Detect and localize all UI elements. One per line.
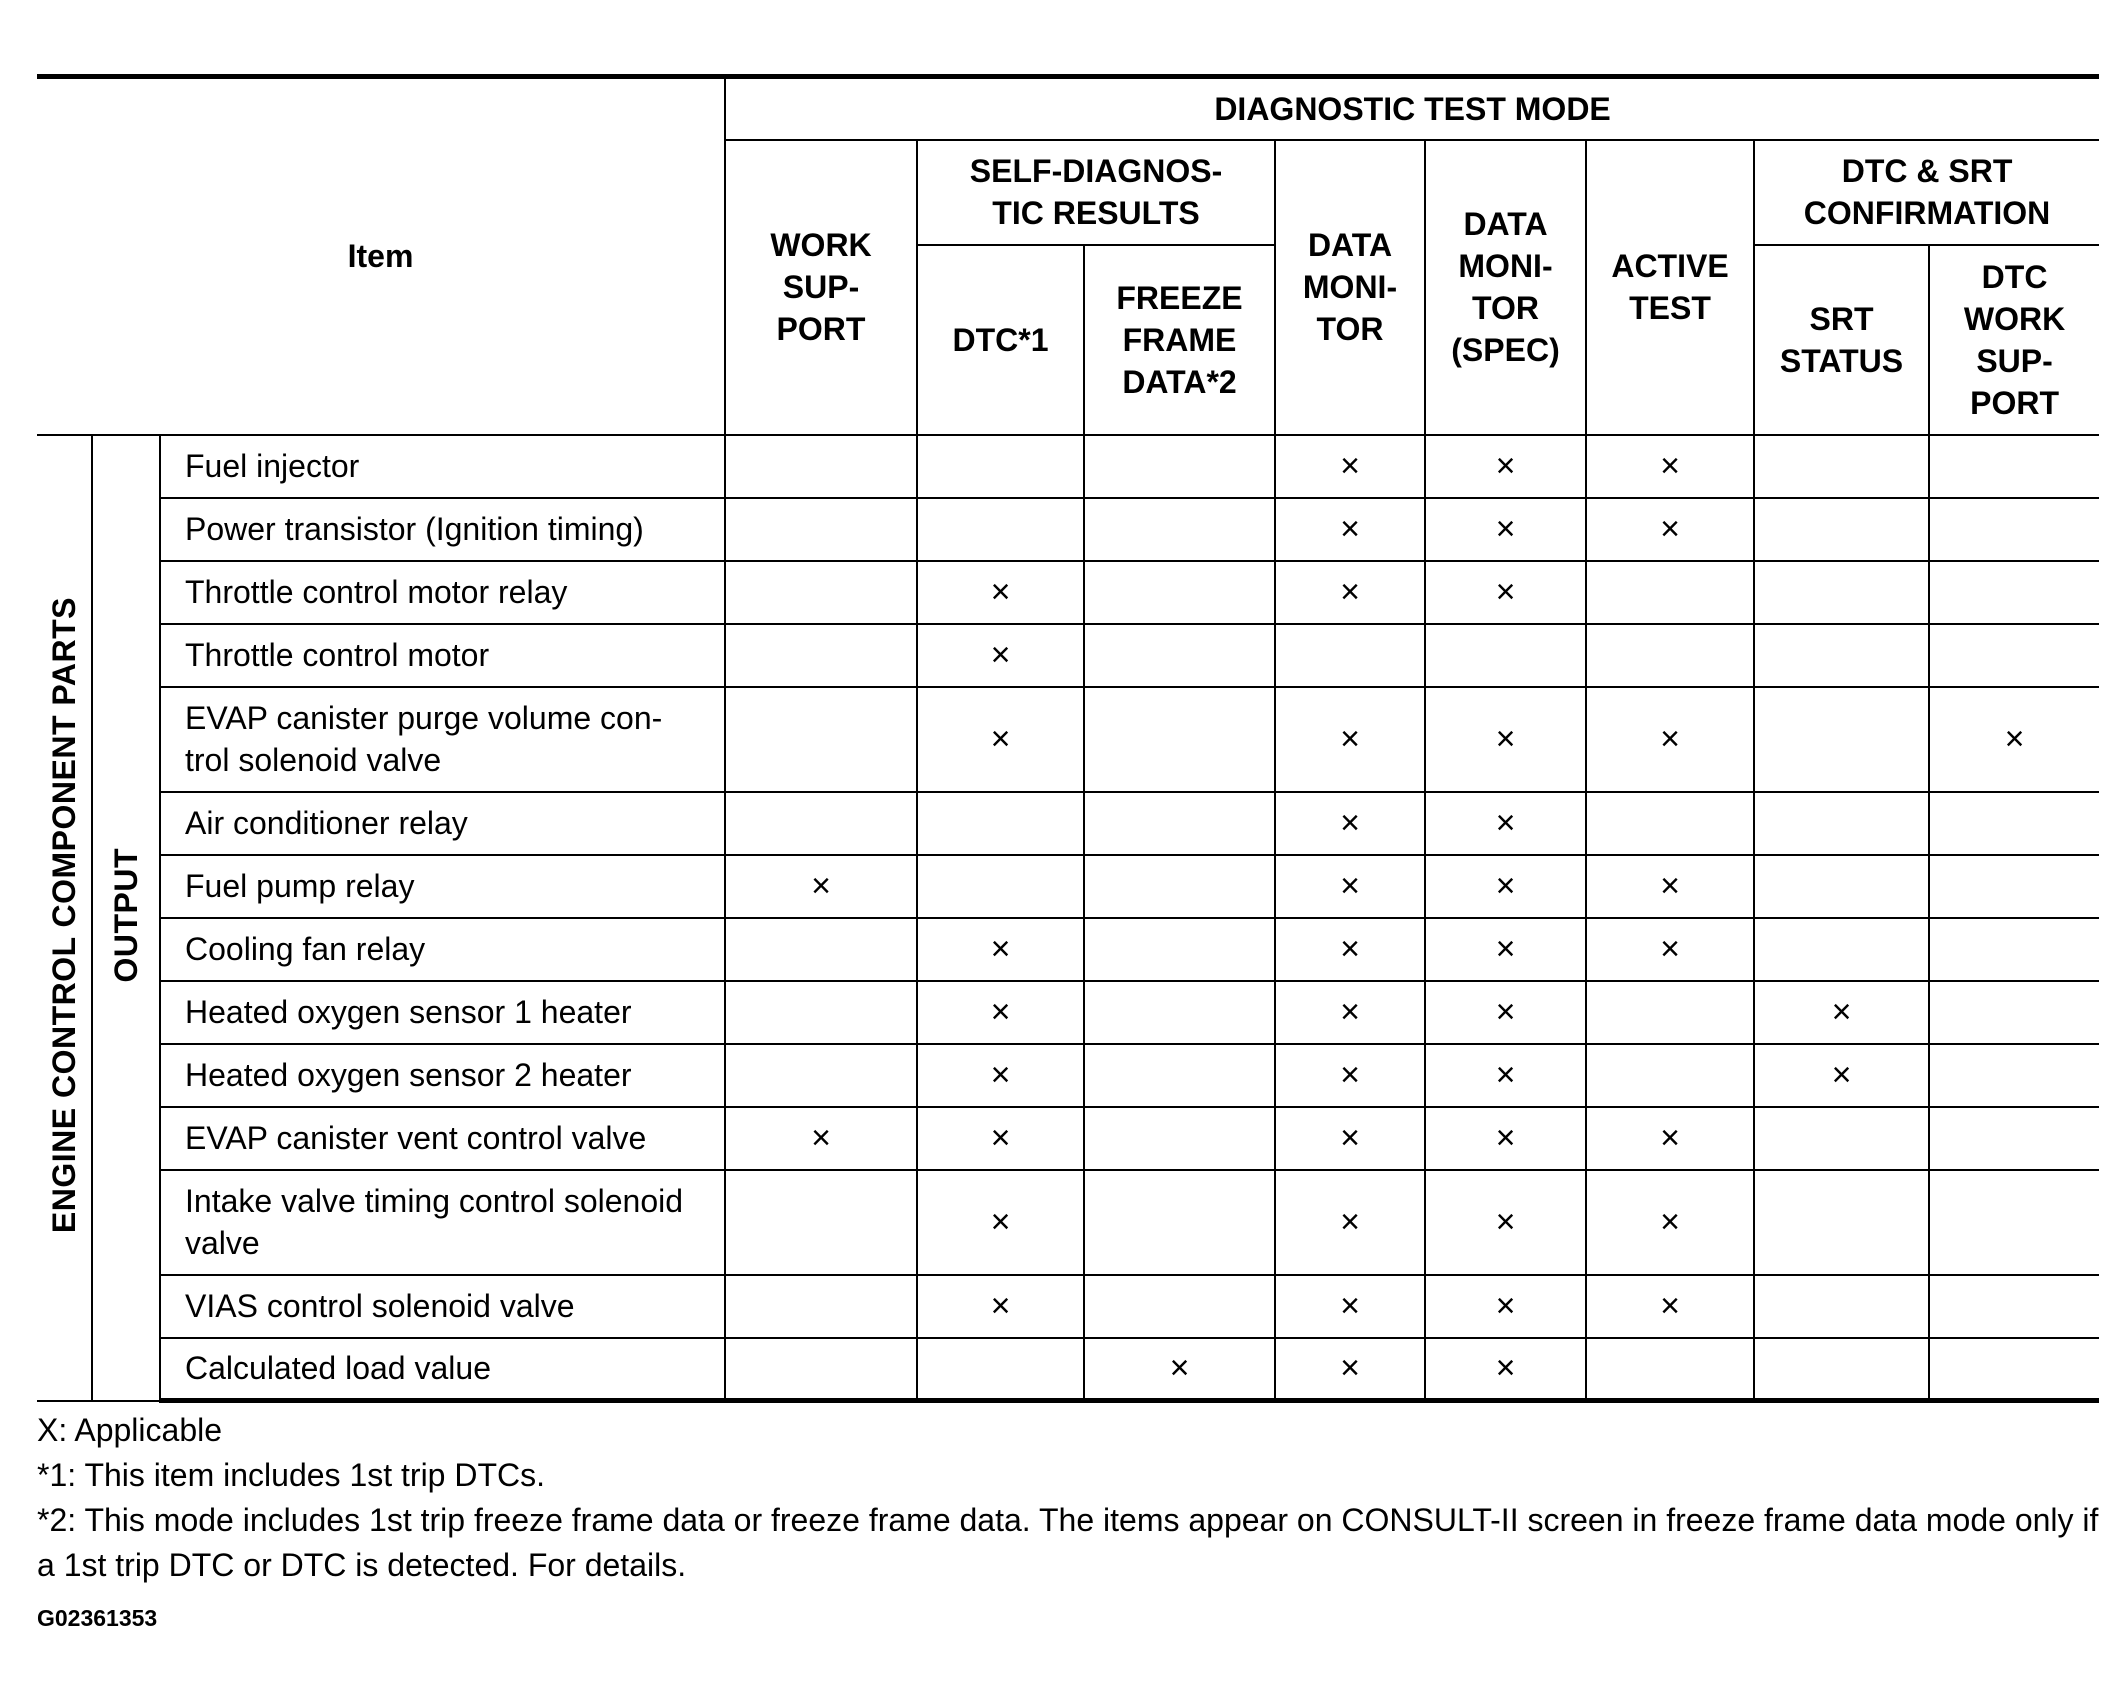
table-row <box>37 981 2099 1044</box>
mark-cell <box>1425 561 1586 624</box>
mark-cell <box>1754 918 1929 981</box>
mark-cell <box>1586 1338 1754 1401</box>
item-name-cell <box>160 687 725 792</box>
applicable-mark: × <box>2004 719 2025 758</box>
applicable-mark: × <box>990 635 1011 674</box>
applicable-mark: × <box>1495 866 1516 905</box>
mark-cell <box>917 1107 1084 1170</box>
mark-cell <box>1084 561 1275 624</box>
mark-cell <box>1275 855 1425 918</box>
table-row <box>37 687 2099 792</box>
mark-cell <box>725 981 917 1044</box>
item-name-cell <box>160 855 725 918</box>
header-line: (SPEC) <box>1451 332 1560 368</box>
header-line: TOR <box>1316 311 1384 347</box>
item-name-cell <box>160 918 725 981</box>
note-applicable: X: Applicable <box>37 1412 223 1448</box>
applicable-mark: × <box>1340 866 1360 905</box>
mark-cell <box>917 1044 1084 1107</box>
mark-cell <box>917 1170 1084 1275</box>
header-line: PORT <box>776 311 866 347</box>
mark-cell <box>725 855 917 918</box>
mark-cell <box>1929 918 2099 981</box>
applicable-mark: × <box>1340 572 1360 611</box>
item-name-cell <box>160 981 725 1044</box>
mark-cell <box>1754 1044 1929 1107</box>
header-line: SUP- <box>1976 342 2053 379</box>
applicable-mark: × <box>1169 1348 1190 1387</box>
applicable-mark: × <box>1340 509 1360 548</box>
applicable-mark: × <box>1660 1118 1680 1157</box>
subgroup-label: OUTPUT <box>107 847 144 983</box>
mark-cell <box>725 918 917 981</box>
table-row <box>37 498 2099 561</box>
mark-cell <box>725 561 917 624</box>
mark-cell <box>1754 855 1929 918</box>
mark-cell <box>1586 981 1754 1044</box>
item-name: trol solenoid valve <box>185 742 442 778</box>
header-line: MONI- <box>1458 248 1553 284</box>
header-diagnostic-test-mode: DIAGNOSTIC TEST MODE <box>725 77 2099 140</box>
mark-cell <box>917 498 1084 561</box>
mark-cell <box>725 1107 917 1170</box>
mark-cell <box>1754 1170 1929 1275</box>
mark-cell <box>1425 1275 1586 1338</box>
applicable-mark: × <box>990 1286 1011 1325</box>
mark-cell <box>1275 1275 1425 1338</box>
table-row <box>37 561 2099 624</box>
mark-cell <box>1084 981 1275 1044</box>
header-item: Item <box>37 77 725 435</box>
mark-cell <box>725 1044 917 1107</box>
mark-cell <box>1754 561 1929 624</box>
applicable-mark: × <box>1660 446 1680 485</box>
item-name: Throttle control motor <box>185 637 490 673</box>
applicable-mark: × <box>1660 719 1680 758</box>
header-line: TIC RESULTS <box>992 195 1200 231</box>
applicable-mark: × <box>1660 1286 1680 1325</box>
item-name: Cooling fan relay <box>185 931 426 967</box>
note-2: *2: This mode includes 1st trip freeze frame data or freeze frame data. The items appear on CONSULT-II screen in freeze frame data mode only if a 1st trip DTC or DTC is detected. For details. <box>37 1502 2099 1583</box>
mark-cell <box>1275 918 1425 981</box>
applicable-mark: × <box>990 929 1011 968</box>
applicable-mark: × <box>1495 992 1516 1031</box>
applicable-mark: × <box>1340 1055 1360 1094</box>
mark-cell <box>725 435 917 498</box>
applicable-mark: × <box>1831 1055 1852 1094</box>
mark-cell <box>917 1338 1084 1401</box>
mark-cell <box>1425 792 1586 855</box>
mark-cell <box>1929 1044 2099 1107</box>
mark-cell <box>917 435 1084 498</box>
header-line: ACTIVE <box>1611 248 1729 284</box>
item-name-cell <box>160 435 725 498</box>
applicable-mark: × <box>1495 509 1516 548</box>
item-name: Power transistor (Ignition timing) <box>185 511 644 547</box>
mark-cell <box>1929 981 2099 1044</box>
applicable-mark: × <box>1495 446 1516 485</box>
mark-cell <box>1929 1275 2099 1338</box>
mark-cell <box>917 687 1084 792</box>
header-line: WORK <box>1963 300 2066 337</box>
item-name-cell <box>160 561 725 624</box>
table-row <box>37 1338 2099 1401</box>
applicable-mark: × <box>1495 719 1516 758</box>
item-name: VIAS control solenoid valve <box>185 1288 575 1324</box>
applicable-mark: × <box>990 719 1011 758</box>
header-active-test <box>1586 140 1754 435</box>
applicable-mark: × <box>990 1118 1011 1157</box>
header-freeze-frame-data <box>1084 245 1275 435</box>
applicable-mark: × <box>990 572 1011 611</box>
mark-cell <box>1084 1275 1275 1338</box>
mark-cell <box>1425 498 1586 561</box>
mark-cell <box>917 624 1084 687</box>
mark-cell <box>1586 1170 1754 1275</box>
mark-cell <box>1084 1107 1275 1170</box>
mark-cell <box>1754 792 1929 855</box>
item-name: Throttle control motor relay <box>185 574 568 610</box>
item-name: EVAP canister vent control valve <box>185 1120 647 1156</box>
header-line: PORT <box>1970 384 2059 421</box>
applicable-mark: × <box>1660 1202 1680 1241</box>
mark-cell <box>1275 792 1425 855</box>
mark-cell <box>1275 1107 1425 1170</box>
mark-cell <box>1754 1107 1929 1170</box>
mark-cell <box>1586 792 1754 855</box>
mark-cell <box>1754 1338 1929 1401</box>
mark-cell <box>1425 1338 1586 1401</box>
table-row <box>37 435 2099 498</box>
applicable-mark: × <box>1660 929 1680 968</box>
header-line: DTC <box>1981 258 2048 295</box>
header-line: DATA <box>1463 206 1548 242</box>
mark-cell <box>1275 624 1425 687</box>
mark-cell <box>1275 1170 1425 1275</box>
mark-cell <box>725 624 917 687</box>
mark-cell <box>1084 687 1275 792</box>
mark-cell <box>1754 624 1929 687</box>
item-name: Fuel pump relay <box>185 868 415 904</box>
mark-cell <box>1425 1107 1586 1170</box>
mark-cell <box>1425 1170 1586 1275</box>
mark-cell <box>1425 981 1586 1044</box>
table-body <box>37 435 2099 1401</box>
item-name: Fuel injector <box>185 448 360 484</box>
applicable-mark: × <box>811 866 831 905</box>
applicable-mark: × <box>1340 803 1360 842</box>
item-name: Calculated load value <box>185 1350 491 1387</box>
item-name: Air conditioner relay <box>185 805 468 841</box>
diagnostic-test-mode-table-container <box>37 74 2099 1403</box>
applicable-mark: × <box>990 1202 1011 1241</box>
header-line: SUP- <box>782 269 860 305</box>
header-line: FRAME <box>1122 321 1237 358</box>
applicable-mark: × <box>1495 803 1516 842</box>
table-row <box>37 918 2099 981</box>
header-line: DTC & SRT <box>1841 153 2013 189</box>
applicable-mark: × <box>1340 446 1360 485</box>
mark-cell <box>1275 435 1425 498</box>
header-line: TOR <box>1472 290 1539 326</box>
applicable-mark: × <box>1495 1202 1516 1241</box>
note-1: *1: This item includes 1st trip DTCs. <box>37 1457 546 1493</box>
item-name: valve <box>185 1225 260 1261</box>
mark-cell <box>1586 1107 1754 1170</box>
mark-cell <box>1754 498 1929 561</box>
mark-cell <box>1929 435 2099 498</box>
header-data-monitor <box>1275 140 1425 435</box>
item-name-cell <box>160 1107 725 1170</box>
table-row <box>37 1170 2099 1275</box>
mark-cell <box>1586 687 1754 792</box>
mark-cell <box>1275 498 1425 561</box>
mark-cell <box>725 792 917 855</box>
mark-cell <box>1084 792 1275 855</box>
mark-cell <box>1084 1338 1275 1401</box>
mark-cell <box>1425 855 1586 918</box>
applicable-mark: × <box>1340 929 1360 968</box>
item-name: Intake valve timing control solenoid <box>185 1183 684 1219</box>
applicable-mark: × <box>1340 1348 1360 1387</box>
item-name: Heated oxygen sensor 2 heater <box>185 1057 632 1093</box>
mark-cell <box>725 1170 917 1275</box>
header-line: MONI- <box>1302 269 1398 305</box>
subgroup-cell <box>92 435 160 1401</box>
mark-cell <box>1275 1338 1425 1401</box>
mark-cell <box>1084 1170 1275 1275</box>
diagnostic-test-mode-table <box>37 74 2099 1403</box>
applicable-mark: × <box>1495 1055 1516 1094</box>
applicable-mark: × <box>1495 929 1516 968</box>
table-row <box>37 624 2099 687</box>
mark-cell <box>1275 561 1425 624</box>
item-name-cell <box>160 792 725 855</box>
header-line: DATA*2 <box>1122 363 1237 400</box>
mark-cell <box>1754 1275 1929 1338</box>
header-line: FREEZE <box>1116 279 1243 316</box>
applicable-mark: × <box>1340 992 1360 1031</box>
item-name-cell <box>160 1338 725 1401</box>
mark-cell <box>725 1338 917 1401</box>
mark-cell <box>1929 1107 2099 1170</box>
header-line: WORK <box>770 227 872 263</box>
item-name: Heated oxygen sensor 1 heater <box>185 994 632 1030</box>
mark-cell <box>1084 435 1275 498</box>
group-cell <box>37 435 92 1401</box>
mark-cell <box>1586 855 1754 918</box>
group-label: ENGINE CONTROL COMPONENT PARTS <box>45 596 82 1234</box>
mark-cell <box>1425 624 1586 687</box>
applicable-mark: × <box>1495 572 1516 611</box>
mark-cell <box>1084 498 1275 561</box>
mark-cell <box>1929 1170 2099 1275</box>
figure-id: G02361353 <box>37 1605 158 1631</box>
applicable-mark: × <box>1495 1286 1516 1325</box>
mark-cell <box>917 981 1084 1044</box>
applicable-mark: × <box>1831 992 1852 1031</box>
header-line: CONFIRMATION <box>1803 195 2051 231</box>
mark-cell <box>1586 498 1754 561</box>
item-name-cell <box>160 1170 725 1275</box>
table-row <box>37 792 2099 855</box>
applicable-mark: × <box>811 1118 831 1157</box>
applicable-mark: × <box>1340 1286 1360 1325</box>
mark-cell <box>1084 855 1275 918</box>
applicable-mark: × <box>990 992 1011 1031</box>
mark-cell <box>1586 1275 1754 1338</box>
mark-cell <box>1425 918 1586 981</box>
mark-cell <box>1754 981 1929 1044</box>
mark-cell <box>1929 624 2099 687</box>
mark-cell <box>917 792 1084 855</box>
mark-cell <box>1425 435 1586 498</box>
mark-cell <box>1929 561 2099 624</box>
mark-cell <box>917 918 1084 981</box>
header-line: STATUS <box>1779 342 1904 379</box>
item-name-cell <box>160 1275 725 1338</box>
table-row <box>37 1275 2099 1338</box>
mark-cell <box>725 498 917 561</box>
header-self-diagnostic-results <box>917 140 1275 245</box>
header-dtc-srt-confirmation <box>1754 140 2099 245</box>
item-name-cell <box>160 624 725 687</box>
mark-cell <box>1084 1044 1275 1107</box>
mark-cell <box>1586 1044 1754 1107</box>
table-row <box>37 1044 2099 1107</box>
applicable-mark: × <box>1340 1118 1360 1157</box>
mark-cell <box>1084 918 1275 981</box>
mark-cell <box>1586 435 1754 498</box>
mark-cell <box>1586 624 1754 687</box>
table-row <box>37 855 2099 918</box>
table-row <box>37 1107 2099 1170</box>
header-dtc-work-support <box>1929 245 2099 435</box>
mark-cell <box>1275 981 1425 1044</box>
header-srt-status <box>1754 245 1929 435</box>
mark-cell <box>725 1275 917 1338</box>
item-name-cell <box>160 1044 725 1107</box>
mark-cell <box>1425 687 1586 792</box>
applicable-mark: × <box>1660 509 1680 548</box>
mark-cell <box>1929 1338 2099 1401</box>
header-line: SRT <box>1809 300 1874 337</box>
applicable-mark: × <box>1495 1118 1516 1157</box>
mark-cell <box>917 561 1084 624</box>
header-work-support <box>725 140 917 435</box>
mark-cell <box>1929 855 2099 918</box>
header-data-monitor-spec <box>1425 140 1586 435</box>
applicable-mark: × <box>1340 719 1360 758</box>
mark-cell <box>917 1275 1084 1338</box>
mark-cell <box>725 687 917 792</box>
applicable-mark: × <box>1495 1348 1516 1387</box>
mark-cell <box>1275 687 1425 792</box>
applicable-mark: × <box>990 1055 1011 1094</box>
header-line: TEST <box>1629 290 1711 326</box>
mark-cell <box>1586 561 1754 624</box>
mark-cell <box>1929 498 2099 561</box>
header-dtc1: DTC*1 <box>917 245 1084 435</box>
mark-cell <box>1929 792 2099 855</box>
item-name: EVAP canister purge volume con- <box>185 700 663 736</box>
mark-cell <box>1754 435 1929 498</box>
mark-cell <box>1929 687 2099 792</box>
applicable-mark: × <box>1660 866 1680 905</box>
header-line: DATA <box>1307 227 1393 263</box>
item-name-cell <box>160 498 725 561</box>
mark-cell <box>1084 624 1275 687</box>
mark-cell <box>917 855 1084 918</box>
applicable-mark: × <box>1340 1202 1360 1241</box>
mark-cell <box>1275 1044 1425 1107</box>
mark-cell <box>1754 687 1929 792</box>
mark-cell <box>1425 1044 1586 1107</box>
header-line: SELF-DIAGNOS- <box>969 153 1223 189</box>
footnotes <box>37 1408 2099 1588</box>
mark-cell <box>1586 918 1754 981</box>
